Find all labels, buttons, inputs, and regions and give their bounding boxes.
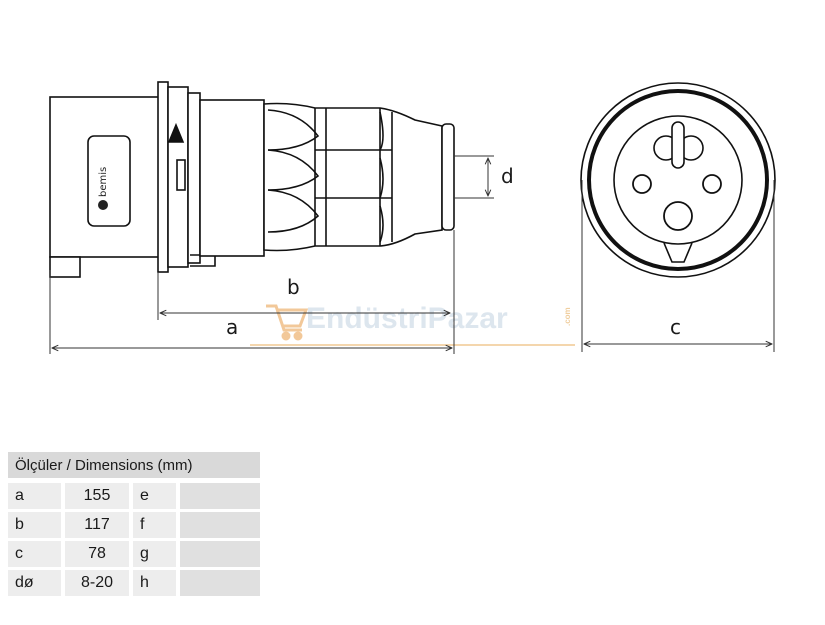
row-value: 78 xyxy=(65,540,131,569)
dimension-label-d: d xyxy=(501,164,514,188)
dimension-label-b: b xyxy=(287,275,300,299)
row-key2: e xyxy=(131,481,178,511)
dimension-label-c: c xyxy=(670,315,681,339)
row-key: c xyxy=(8,540,61,569)
table-row xyxy=(8,481,260,511)
bemis-logo-icon xyxy=(98,200,108,210)
watermark-suffix: .com xyxy=(563,307,572,326)
row-value2 xyxy=(178,540,260,569)
dimensions-table xyxy=(8,452,260,599)
table-row xyxy=(8,540,260,569)
table-row xyxy=(8,569,260,598)
row-value2 xyxy=(178,569,260,598)
table-header-row xyxy=(8,452,260,481)
watermark-text: EndüstriPazar xyxy=(306,302,508,335)
row-key: a xyxy=(8,481,61,511)
row-key: dø xyxy=(8,569,61,598)
row-value: 155 xyxy=(65,481,131,511)
brand-logo xyxy=(98,167,109,210)
cart-icon xyxy=(266,306,306,339)
watermark xyxy=(250,302,575,345)
row-key2: h xyxy=(131,569,178,598)
plug-side-view xyxy=(50,82,454,277)
table-row xyxy=(8,511,260,540)
row-key2: g xyxy=(131,540,178,569)
plug-front-view xyxy=(581,83,775,277)
row-key: b xyxy=(8,511,61,540)
brand-label: bemis xyxy=(98,166,109,197)
table-header: Ölçüler / Dimensions (mm) xyxy=(8,452,260,481)
row-value2 xyxy=(178,481,260,511)
row-key2: f xyxy=(131,511,178,540)
row-value2 xyxy=(178,511,260,540)
row-value: 8-20 xyxy=(65,569,131,598)
dimension-label-a: a xyxy=(226,315,239,339)
row-value: 117 xyxy=(65,511,131,540)
